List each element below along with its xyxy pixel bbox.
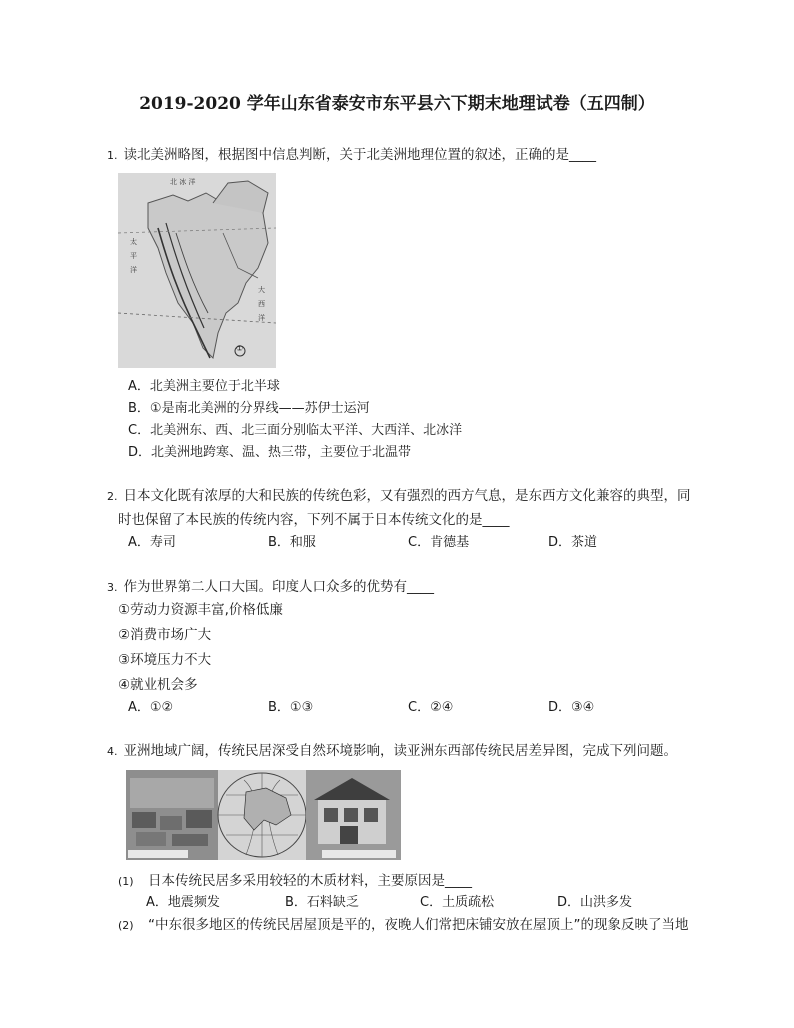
q1-option-c[interactable]: C．北美洲东、西、北三面分别临太平洋、大西洋、北冰洋 [128,423,463,438]
question-stem: 作为世界第二人口大国。印度人口众多的优势有____ [123,579,434,595]
q2-option-a[interactable]: A．寿司 [128,535,176,550]
question-stem-line-1: 日本文化既有浓厚的大和民族的传统色彩，又有强烈的西方气息，是东西方文化兼容的典型，同 [123,488,691,504]
q3-option-b[interactable]: B．①③ [268,700,314,715]
map-label-arctic: 北 冰 洋 [170,178,196,186]
q1-option-a[interactable]: A．北美洲主要位于北半球 [128,379,280,394]
q3-option-d[interactable]: D．③④ [548,700,595,715]
map-label-atlantic: 大 西 洋 [258,286,265,322]
q3-item-2: ②消费市场广大 [118,627,212,643]
question-1 [107,145,596,166]
q4-sub1-option-b[interactable]: B．石料缺乏 [285,895,359,910]
q4-sub1-option-c[interactable]: C．土质疏松 [420,895,495,910]
question-3 [107,577,434,598]
sub-question-stem: 日本传统民居多采用较轻的木质材料，主要原因是____ [148,873,472,889]
question-2 [107,486,691,507]
q3-item-4: ④就业机会多 [118,677,198,693]
q2-option-d[interactable]: D．茶道 [548,535,598,550]
question-stem: 亚洲地域广阔，传统民居深受自然环境影响，读亚洲东西部传统民居差异图，完成下列问题。 [123,743,677,759]
question-number: 4. [107,745,118,758]
map-label-pacific: 太 平 洋 [130,238,137,274]
question-number: 1. [107,149,118,162]
page-title: 2019-2020 学年山东省泰安市东平县六下期末地理试卷（五四制） [139,94,655,114]
q1-option-d[interactable]: D．北美洲地跨寒、温、热三带，主要位于北温带 [128,445,412,460]
dwellings-graphic [126,770,401,860]
sub-question-number: (1) [118,875,134,888]
q3-option-c[interactable]: C．②④ [408,700,454,715]
q4-sub1-option-d[interactable]: D．山洪多发 [557,895,633,910]
q3-option-a[interactable]: A．①② [128,700,174,715]
map-marker-1: ① [236,344,244,353]
question-stem: 读北美洲略图，根据图中信息判断，关于北美洲地理位置的叙述，正确的是____ [123,147,596,163]
q4-sub1-option-a[interactable]: A．地震频发 [146,895,220,910]
q4-sub1 [118,871,472,892]
sub-question-stem: “中东很多地区的传统民居屋顶是平的，夜晚人们常把床铺安放在屋顶上”的现象反映了当地 [148,917,689,933]
q3-item-1: ①劳动力资源丰富,价格低廉 [118,602,283,618]
q4-sub2 [118,915,689,936]
question-number: 3. [107,581,118,594]
north-america-map [118,173,276,368]
q1-option-b[interactable]: B．①是南北美洲的分界线——苏伊士运河 [128,401,370,416]
question-stem-line-2: 时也保留了本民族的传统内容，下列不属于日本传统文化的是____ [118,512,510,528]
sub-question-number: (2) [118,919,134,932]
q2-option-c[interactable]: C．肯德基 [408,535,470,550]
q2-option-b[interactable]: B．和服 [268,535,316,550]
question-number: 2. [107,490,118,503]
question-4 [107,741,677,762]
asia-dwellings-figure [126,770,401,860]
q3-item-3: ③环境压力不大 [118,652,212,668]
map-graphic [118,173,276,368]
